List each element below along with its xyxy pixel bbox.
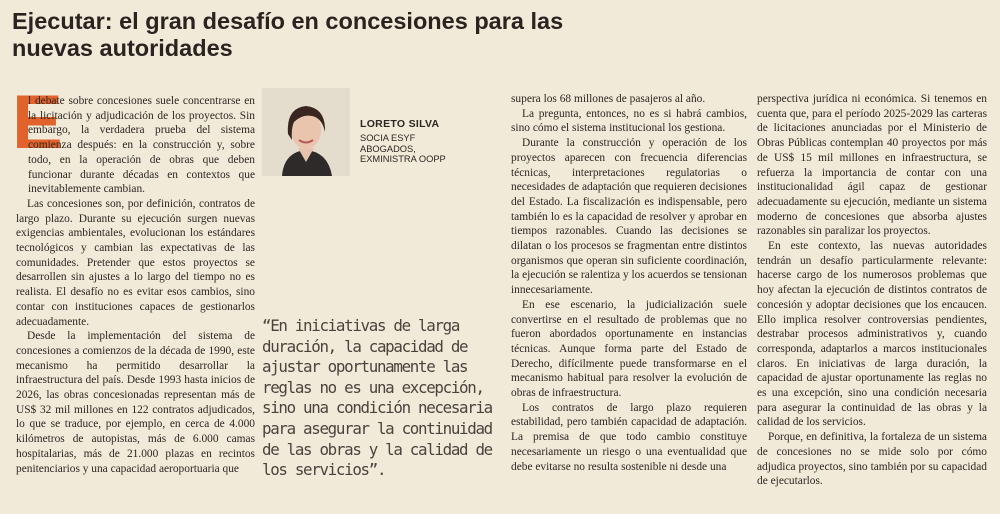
author-portrait-image	[262, 88, 350, 176]
paragraph: Durante la construcción y operación de los proyectos aparecen con frecuencia diferencias técnicas, interpretaciones regulatorias o necesidades de adaptación que requieren decisiones del Estado. La fiscalización es indispensable, pero también lo es la capacidad de resolver y aprobar en tiempos razonables. Cuando las decisiones se dilatan o los procesos se fragmentan entre distintos organismos que operan sin suficiente coordinación, la ejecución se ralentiza y los acuerdos se tensionan innecesariamente.	[511, 137, 747, 297]
paragraph: En ese escenario, la judicialización suele convertirse en el resultado de problemas que no fueron abordados oportunamente en instancias técnicas. Aunque forma parte del Estado de Derecho, difícilmente puede transformarse en el mecanismo habitual para resolver la evolución de obras de infraestructura.	[511, 298, 747, 400]
author-role-line: ABOGADOS,	[360, 143, 416, 154]
author-name: LORETO SILVA	[360, 118, 440, 130]
paragraph: supera los 68 millones de pasajeros al año.	[511, 93, 706, 105]
author-photo	[262, 88, 350, 176]
paragraph: Porque, en definitiva, la fortaleza de un sistema de concesiones no se mide solo por cómo adjudica proyectos, sino también por su capacidad de ejecutarlos.	[757, 431, 987, 488]
paragraph: Desde la implementación del sistema de concesiones a comienzos de la década de 1990, este mecanismo ha permitido desarrollar la infraestructura del país. Desde 1993 hasta inicios de 2026, las obras concesionadas representan más de US$ 32 mil millones en 122 contratos adjudicados, lo que se traduce, por ejemplo, en cerca de 4.000 kilómetros de autopistas, más de 6.000 camas hospitalarias, más de 21.000 plazas en recintos penitenciarios y una capacidad aeroportuaria que	[16, 330, 255, 475]
article-column-2	[511, 92, 747, 474]
author-byline	[360, 118, 470, 165]
article-column-3	[757, 92, 987, 489]
paragraph: Los contratos de largo plazo requieren estabilidad, pero también capacidad de adaptación. La premisa de que todo cambio constituye necesariamente un riesgo o una eventualidad que debe evitarse no resulta sostenible ni desde una	[511, 401, 747, 473]
author-role-line: SOCIA ESYF	[360, 133, 416, 143]
paragraph: l debate sobre concesiones suele concentrarse en la licitación y adjudicación de los proyectos. Sin embargo, la verdadera prueba del sistema comienza después: en la construcción y, sobre todo, en la operación de obras que deben funcionar durante décadas en contextos que inevitablemente cambian.	[28, 95, 255, 196]
article-title: Ejecutar: el gran desafío en concesiones para las nuevas autoridades	[12, 8, 564, 61]
article-column-1	[16, 94, 255, 476]
author-role-line: EXMINISTRA OOPP	[360, 154, 446, 164]
paragraph: La pregunta, entonces, no es si habrá cambios, sino cómo el sistema institucional los gestiona.	[511, 107, 747, 135]
pull-quote: “En iniciativas de larga duración, la capacidad de ajustar oportunamente las reglas no es una excepción, sino una condición necesaria para asegurar la continuidad de las obras y la calidad de los servicios”.	[262, 316, 492, 480]
paragraph: Las concesiones son, por definición, contratos de largo plazo. Durante su ejecución surgen nuevas exigencias ambientales, evolucionan los estándares tecnológicos y cambian las expectativas de las comunidades. Pretender que estos proyectos se desarrollen sin ajustes a lo largo del tiempo no es realista. El desafío no es evitar esos cambios, sino contar con instituciones capaces de gestionarlos adecuadamente.	[16, 197, 255, 328]
paragraph: En este contexto, las nuevas autoridades tendrán un desafío particularmente relevante: hacerse cargo de los numerosos problemas que hoy afectan la ejecución de distintos contratos de concesión y adoptar decisiones que los encaucen. Ello implica resolver controversias pendientes, destrabar procesos administrativos y, cuando corresponda, adaptarlos a marcos institucionales claros. En iniciativas de larga duración, la capacidad de ajustar oportunamente las reglas no es una excepción, sino una condición necesaria para asegurar la continuidad de las obras y la calidad de los servicios.	[757, 240, 987, 429]
author-role	[360, 133, 470, 165]
drop-cap: E	[12, 80, 63, 165]
paragraph: perspectiva jurídica ni económica. Si tenemos en cuenta que, para el período 2025-2029 las carteras de licitaciones anunciadas por el Ministerio de Obras Públicas contemplan 40 proyectos por más de US$ 15 mil millones en infraestructura, se refuerza la importancia de contar con una institucionalidad ágil capaz de gestionar adecuadamente su ejecución, mediante un sistema moderno de concesiones que absorba ajustes razonables sin paralizar los proyectos.	[757, 93, 987, 238]
